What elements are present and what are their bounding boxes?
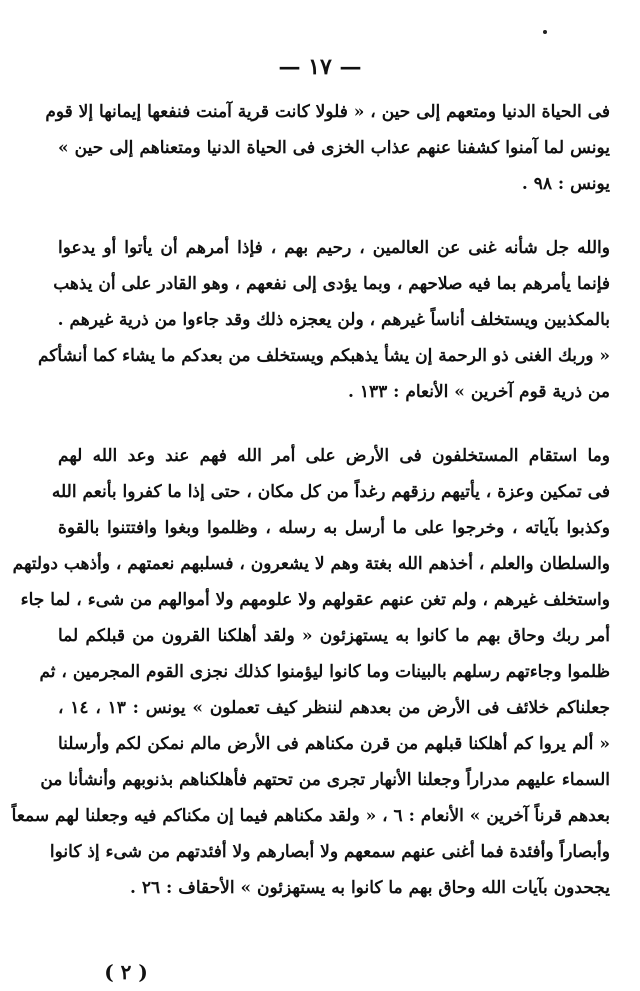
text-line: أمر ربك وحاق بهم ما كانوا به يستهزئون « ولقد أهلكنا القرون من قبلكم لما bbox=[58, 626, 610, 646]
text-line: السماء عليهم مدراراً وجعلنا الأنهار تجرى من تحتهم فأهلكناهم بذنوبهم وأنشأنا من bbox=[40, 770, 610, 790]
body-text bbox=[11, 94, 611, 906]
text-line: ظلموا وجاءتهم رسلهم بالبينات وما كانوا ليؤمنوا كذلك نجزى القوم المجرمين ، ثم bbox=[39, 662, 610, 682]
text-line: بالمكذبين ويستخلف أناساً غيرهم ، ولن يعجزه ذلك وقد جاءوا من ذرية غيرهم . bbox=[57, 310, 610, 330]
text-line: وما استقام المستخلفون فى الأرض على أمر الله فهم عند وعد الله لهم bbox=[58, 446, 610, 466]
text-line: « وربك الغنى ذو الرحمة إن يشأ يذهبكم ويستخلف من بعدكم ما يشاء كما أنشأكم bbox=[37, 346, 610, 366]
text-line: فى تمكين وعزة ، يأتيهم رزقهم رغداً من كل مكان ، حتى إذا ما كفروا بأنعم الله bbox=[51, 482, 610, 502]
text-line: يجحدون بآيات الله وحاق بهم ما كانوا به يستهزئون » الأحقاف : ٢٦ . bbox=[130, 878, 610, 898]
text-line: واستخلف غيرهم ، ولم تغن عنهم عقولهم ولا علومهم ولا أموالهم من شىء ، لما جاء bbox=[20, 590, 610, 610]
text-line: يونس : ٩٨ . bbox=[521, 174, 610, 194]
text-line: والله جل شأنه غنى عن العالمين ، رحيم بهم ، فإذا أمرهم أن يأتوا أو يدعوا bbox=[58, 238, 610, 258]
text-line: والسلطان والعلم ، أخذهم الله بغتة وهم لا يشعرون ، فسلبهم نعمتهم ، وأذهب دولتهم bbox=[12, 554, 610, 574]
text-line: من ذرية قوم آخرين » الأنعام : ١٣٣ . bbox=[347, 382, 610, 402]
text-line: بعدهم قرناً آخرين » الأنعام : ٦ ، « ولقد مكناهم فيما إن مكناكم فيه وجعلنا لهم سمعاً bbox=[11, 806, 610, 826]
paragraph-3 bbox=[11, 438, 611, 906]
text-line: وكذبوا بآياته ، وخرجوا على ما أرسل به رسله ، وظلموا وبغوا وافتتنوا بالقوة bbox=[58, 518, 610, 538]
text-line: وأبصاراً وأفئدة فما أغنى عنهم سمعهم ولا أبصارهم ولا أفئدتهم من شىء إذ كانوا bbox=[49, 842, 610, 862]
text-line: فإنما يأمرهم بما فيه صلاحهم ، وبما يؤدى إلى نفعهم ، وهو القادر على أن يذهب bbox=[53, 274, 610, 294]
signature-mark: ( ٢ ) bbox=[104, 960, 148, 984]
paragraph-1 bbox=[45, 94, 610, 202]
paragraph-2 bbox=[37, 230, 610, 410]
text-line: فى الحياة الدنيا ومتعهم إلى حين ، « فلولا كانت قرية آمنت فنفعها إيمانها إلا قوم bbox=[45, 102, 610, 122]
page-number: — ١٧ — bbox=[278, 54, 362, 80]
text-line: يونس لما آمنوا كشفنا عنهم عذاب الخزى فى الحياة الدنيا ومتعناهم إلى حين » bbox=[58, 138, 610, 158]
text-line: « ألم يروا كم أهلكنا قبلهم من قرن مكناهم فى الأرض مالم نمكن لكم وأرسلنا bbox=[58, 734, 610, 754]
page-speck bbox=[543, 30, 547, 34]
text-line: جعلناكم خلائف فى الأرض من بعدهم لننظر كيف تعملون » يونس : ١٣ ، ١٤ ، bbox=[58, 698, 611, 718]
